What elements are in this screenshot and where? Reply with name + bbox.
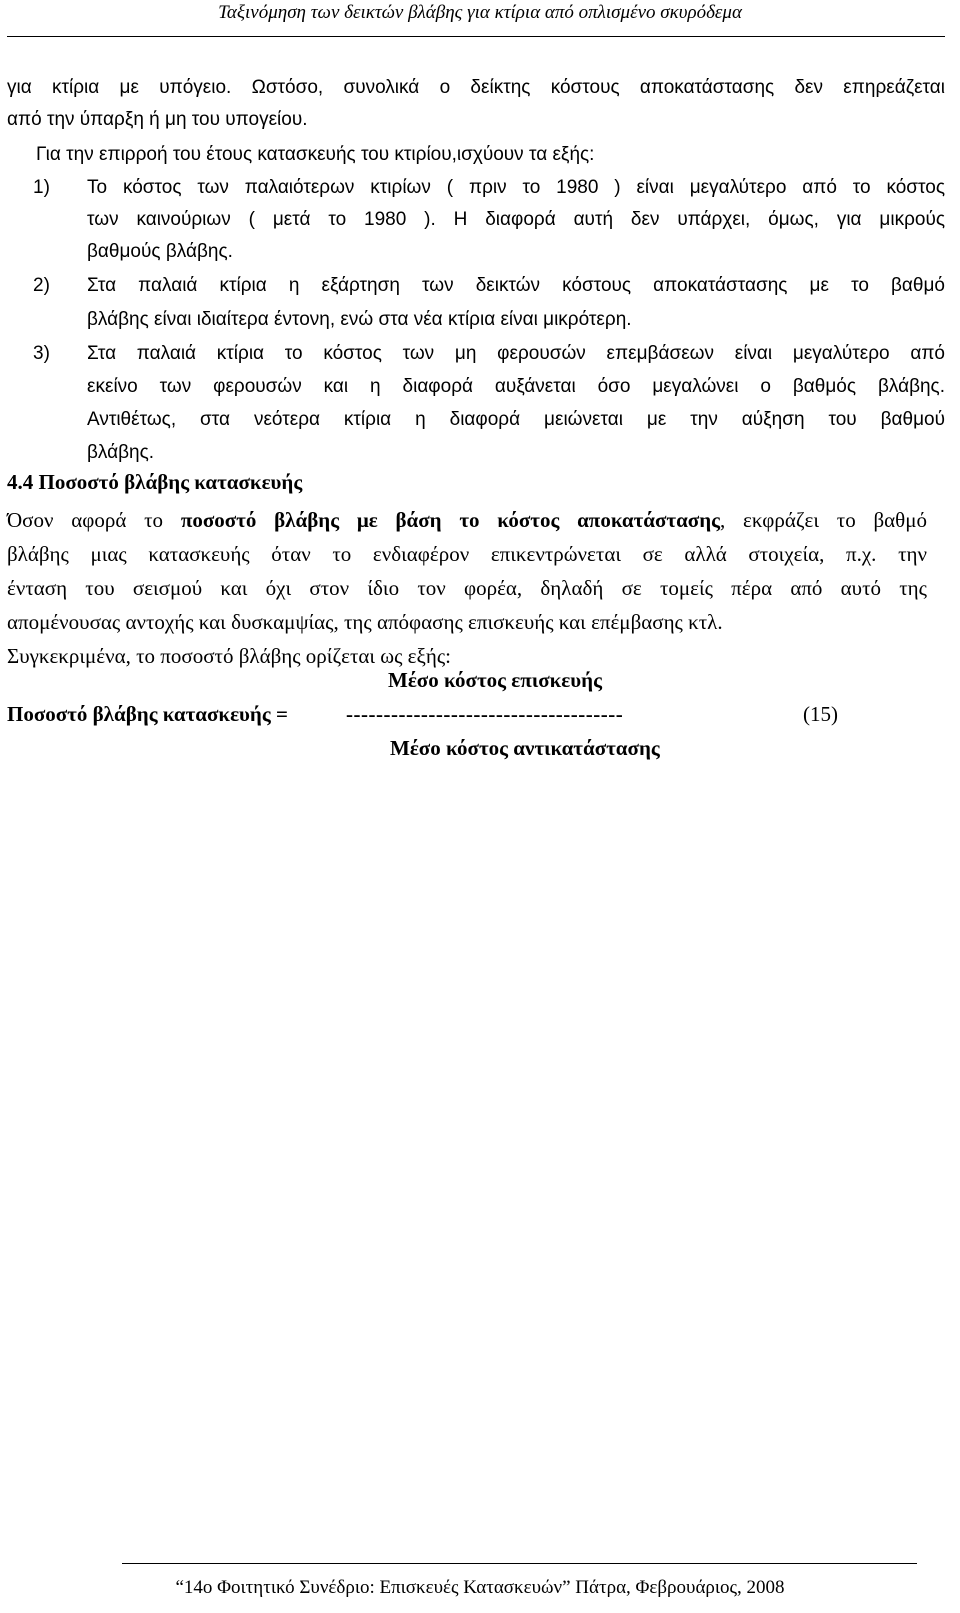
text-run: , εκφράζει το βαθμό <box>720 508 927 532</box>
year-intro: Για την επιρροή του έτους κατασκευής του κτιρίου,ισχύουν τα εξής: <box>36 144 595 165</box>
formula-lhs: Ποσοστό βλάβης κατασκευής = <box>7 702 288 726</box>
list-number: 3) <box>33 343 50 364</box>
text-line: βλάβης. <box>87 442 155 463</box>
text-line: Το κόστος των παλαιότερων κτιρίων ( πριν το 1980 ) είναι μεγαλύτερο από το κόστος <box>87 177 945 198</box>
header-rule <box>7 36 945 37</box>
formula-numerator: Μέσο κόστος επισκευής <box>388 668 602 692</box>
running-header: Ταξινόμηση των δεικτών βλάβης για κτίρια από οπλισμένο σκυρόδεμα <box>218 2 742 23</box>
text-line: βλάβης είναι ιδιαίτερα έντονη, ενώ στα νέα κτίρια είναι μικρότερη. <box>87 309 632 330</box>
numbered-list <box>7 172 945 472</box>
paragraph-top <box>7 72 945 136</box>
text-run: Όσον αφορά το <box>7 508 181 532</box>
text-line: Συγκεκριμένα, το ποσοστό βλάβης ορίζεται ως εξής: <box>7 644 451 668</box>
equation-number: (15) <box>803 702 838 726</box>
text-line: Στα παλαιά κτίρια το κόστος των μη φερουσών επεμβάσεων είναι μεγαλύτερο από <box>87 343 945 364</box>
footer-text: “14ο Φοιτητικό Συνέδριο: Επισκευές Κατασκευών” Πάτρα, Φεβρουάριος, 2008 <box>175 1577 785 1598</box>
text-line: απομένουσας αντοχής και δυσκαμψίας, της απόφασης επισκευής και επέμβασης κτλ. <box>7 610 723 634</box>
text-line <box>7 503 927 537</box>
text-line: των καινούριων ( μετά το 1980 ). Η διαφορά αυτή δεν υπάρχει, όμως, για μικρούς <box>87 209 945 230</box>
formula-15 <box>7 668 937 778</box>
list-number: 2) <box>33 275 50 296</box>
text-line: εκείνο των φερουσών και η διαφορά αυξάνεται όσο μεγαλώνει ο βαθμός βλάβης. <box>87 376 945 397</box>
formula-denominator: Μέσο κόστος αντικατάστασης <box>390 736 660 760</box>
text-line: Αντιθέτως, στα νεότερα κτίρια η διαφορά μειώνεται με την αύξηση του βαθμού <box>87 409 945 430</box>
text-line: βλάβης μιας κατασκευής όταν το ενδιαφέρον επικεντρώνεται σε αλλά στοιχεία, π.χ. την <box>7 542 927 566</box>
list-number: 1) <box>33 177 50 198</box>
text-line: από την ύπαρξη ή μη του υπογείου. <box>7 109 308 130</box>
fraction-bar: ------------------------------------- <box>346 702 624 726</box>
text-line: ένταση του σεισμού και όχι στον ίδιο τον φορέα, δηλαδή σε τομείς πέρα από αυτό της <box>7 576 927 600</box>
emphasis-term: ποσοστό βλάβης με βάση το κόστος αποκατάστασης <box>180 508 721 532</box>
text-line: για κτίρια με υπόγειο. Ωστόσο, συνολικά ο δείκτης κόστους αποκατάστασης δεν επηρεάζεται <box>7 77 945 98</box>
text-line: βαθμούς βλάβης. <box>87 241 233 262</box>
text-line: Στα παλαιά κτίρια η εξάρτηση των δεικτών κόστους αποκατάστασης με το βαθμό <box>87 275 945 296</box>
section-heading: 4.4 Ποσοστό βλάβης κατασκευής <box>7 470 303 494</box>
section-paragraph <box>7 503 927 673</box>
footer-rule <box>122 1563 917 1564</box>
